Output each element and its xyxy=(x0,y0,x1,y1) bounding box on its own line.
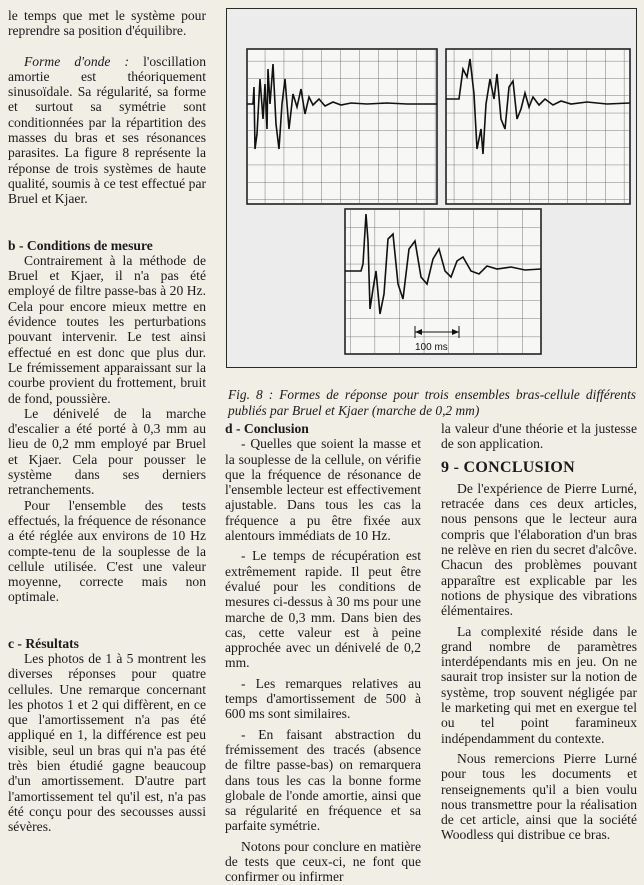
b-paragraph-3: Pour l'ensemble des tests effectués, la fréquence de résonance a été réglée aux environs de 10 Hz compte-tenu de la souplesse de la cellule utilisée. C'est une valeur moyenne, correcte mais non optimale. xyxy=(8,497,206,605)
column-right xyxy=(441,421,637,843)
heading-conclusion: 9 - CONCLUSION xyxy=(441,458,575,476)
intro-paragraph: le temps que met le système pour reprendre sa position d'équilibre. xyxy=(8,8,206,39)
d-paragraph-1: - Quelles que soient la masse et la souplesse de la cellule, on vérifie que la fréquence de résonance de l'ensemble lecteur est effectivement ajustable. Dans tous les cas la fréquence a pu être fixée aux alentours immédiats de 10 Hz. xyxy=(225,436,421,544)
scale-label: 100 ms xyxy=(415,342,448,353)
scope-trace-2 xyxy=(446,49,630,204)
heading-d: d - Conclusion xyxy=(225,421,309,436)
heading-c: c - Résultats xyxy=(8,635,79,651)
d-paragraph-2: - Le temps de récupération est extrêmement rapide. Il peut être évalué pour les conditions de mesures ci-dessus à 30 ms pour une marche de 0,3 mm. Dans bien des cas, cette valeur est à peine approchée avec un dénivelé de 0,2 mm. xyxy=(225,548,421,671)
continuation-text: la valeur d'une théorie et la justesse de son application. xyxy=(441,421,637,452)
column-left xyxy=(8,8,206,835)
scope-trace-1 xyxy=(247,49,437,204)
d-paragraph-5: Notons pour conclure en matière de tests que ceux-ci, ne font que confirmer ou infirmer xyxy=(225,838,421,885)
d-paragraph-3: - Les remarques relatives au temps d'amortissement de 500 à 600 ms sont similaires. xyxy=(225,675,421,722)
c-paragraph-1: Les photos de 1 à 5 montrent les diverses réponses pour quatre cellules. Une remarque concernant les photos 1 et 2 qui diffèrent, en ce que l'amortissement n'a pas été appliqué en 1, la différence est peu visible, seul un bras qui n'a pas été très bien étudié gagne beaucoup d'un amortissement. D'autre part l'amortissement tel qu'il est, n'a pas été conçu pour des secousses aussi sévères. xyxy=(8,650,206,835)
figure-8-graphic xyxy=(227,9,635,366)
b-paragraph-2: Le dénivelé de la marche d'escalier a été porté à 0,3 mm au lieu de 0,2 mm employé par Bruel et Kjaer. Cela pour pousser le système dans ses derniers retranchements. xyxy=(8,405,206,498)
conclusion-paragraph-2: La complexité réside dans le grand nombre de paramètres interdépendants mis en jeu. On ne saurait trop insister sur la notion de système, trop souvent négligée par le marketing qui met en exergue tel ou tel point faramineux indépendamment du contexte. xyxy=(441,623,637,746)
heading-b: b - Conditions de mesure xyxy=(8,237,153,253)
forme-label: Forme d'onde : xyxy=(24,53,130,69)
figure-8 xyxy=(226,8,637,368)
d-paragraph-4: - En faisant abstraction du frémissement des tracés (absence de filtre passe-bas) on remarquera dans tous les cas la bonne forme globale de l'onde amortie, ainsi que sa régularité en fréquence et sa parfaite symétrie. xyxy=(225,726,421,834)
forme-text: l'oscillation amortie est théoriquement sinusoïdale. Sa régularité, sa forme et surtout sa symétrie sont conditionnées par la répartition des masses du bras et ses résonances parasites. La figure 8 représente la réponse de trois systèmes de haute qualité, soumis à ce test effectué par Bruel et Kjaer. xyxy=(8,53,206,207)
conclusion-paragraph-3: Nous remercions Pierre Lurné pour tous les documents et renseignements qu'il a bien voulu nous transmettre pour la réalisation de cet article, ainsi que la société Woodless qui distribue ce bras. xyxy=(441,750,637,843)
figure-caption: Fig. 8 : Formes de réponse pour trois ensembles bras-cellule différents publiés par Bruel et Kjaer (marche de 0,2 mm) xyxy=(228,387,636,419)
column-middle xyxy=(225,421,421,885)
b-paragraph-1: Contrairement à la méthode de Bruel et Kjaer, il n'a pas été employé de filtre passe-bas à 20 Hz. Cela pour encore mieux mettre en évidence toutes les perturbations pouvant intervenir. Le test ainsi effectué en est donc que plus dur. Le frémissement apparaissant sur la courbe provient du frottement, bruit de fond, poussière. xyxy=(8,252,206,406)
forme-paragraph xyxy=(8,54,206,207)
conclusion-paragraph-1: De l'expérience de Pierre Lurné, retracée dans ces deux articles, nous pensons que le lecteur aura compris que l'élaboration d'un bras ne relève en rien du secret d'alcôve. Chacun des problèmes pouvant apparaître est explicable par les notions de physique des vibrations élémentaires. xyxy=(441,480,637,619)
